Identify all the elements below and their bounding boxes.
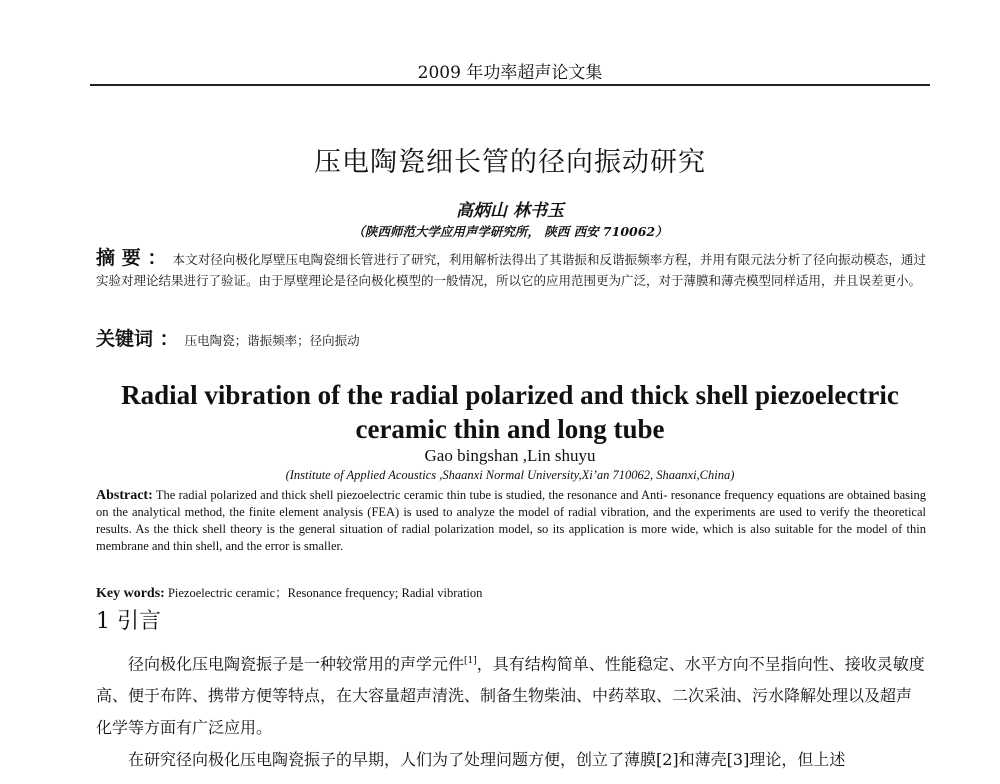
english-abstract-label: Abstract: [96,488,153,503]
chinese-authors: 高炳山 林书玉 [456,201,564,221]
intro-paragraph-2-partial: 在研究径向极化压电陶瓷振子的早期，人们为了处理问题方便，创立了薄膜[2]和薄壳[3]理论，但上述 [128,750,846,769]
chinese-keywords [96,324,926,351]
chinese-abstract [96,248,926,291]
chinese-title: 压电陶瓷细长管的径向振动研究 [314,147,706,178]
chinese-affiliation: （陕西师范大学应用声学研究所， 陕西 西安 710062） [352,224,668,239]
english-keywords-text: Piezoelectric ceramic；Resonance frequency; Radial vibration [164,586,483,600]
english-affiliation: (Institute of Applied Acoustics ,Shaanxi Normal University,Xi’an 710062, Shaanxi,China) [285,468,735,482]
intro-paragraph-1 [96,645,926,744]
chinese-keywords-text: 压电陶瓷；谐振频率；径向振动 [184,333,360,348]
english-authors: Gao bingshan ,Lin shuyu [424,446,596,465]
header-rule [90,84,930,86]
english-abstract [96,487,926,555]
section-heading-intro: 1 引言 [96,609,161,634]
running-header: 2009 年功率超声论文集 [417,63,603,83]
english-abstract-text: The radial polarized and thick shell piezoelectric ceramic thin tube is studied, the resonance and Anti- resonance frequency equations are obtained basing on the analytical method, the finite element analysis (FEA) is used to analyze the model of radial vibration, and the experiments are used to verify the theoretical results. As the thick shell theory is the general situation of radial polarization model, so its application is more wide, which is also suitable for the model of thin membrane and thin shell, and the error is smaller. [96,488,926,553]
intro-paragraph-1-text-b: ，具有结构简单、性能稳定、水平方向不呈指向性、接收灵敏度高、便于布阵、携带方便等特点，在大容量超声清洗、制备生物柴油、中药萃取、二次采油、污水降解处理以及超声化学等方面有广泛应用。 [96,654,925,738]
english-keywords [96,583,926,602]
chinese-abstract-label: 摘 要 ： [96,247,167,269]
english-keywords-label: Key words: [96,586,165,601]
intro-body [96,645,926,744]
intro-paragraph-1-text-a: 径向极化压电陶瓷振子是一种较常用的声学元件 [128,654,465,674]
chinese-abstract-text: 本文对径向极化厚壁压电陶瓷细长管进行了研究，利用解析法得出了其谐振和反谐振频率方程，并用有限元法分析了径向振动模态，通过实验对理论结果进行了验证。由于厚壁理论是径向极化模型的一般情况，所以它的应用范围更为广泛，对于薄膜和薄壳模型同样适用，并且误差更小。 [96,252,926,288]
english-title: Radial vibration of the radial polarized and thick shell piezoelectric ceramic thin and long tube [121,380,899,444]
citation-1: [1] [464,656,477,666]
chinese-keywords-label: 关键词 ： [96,328,179,350]
